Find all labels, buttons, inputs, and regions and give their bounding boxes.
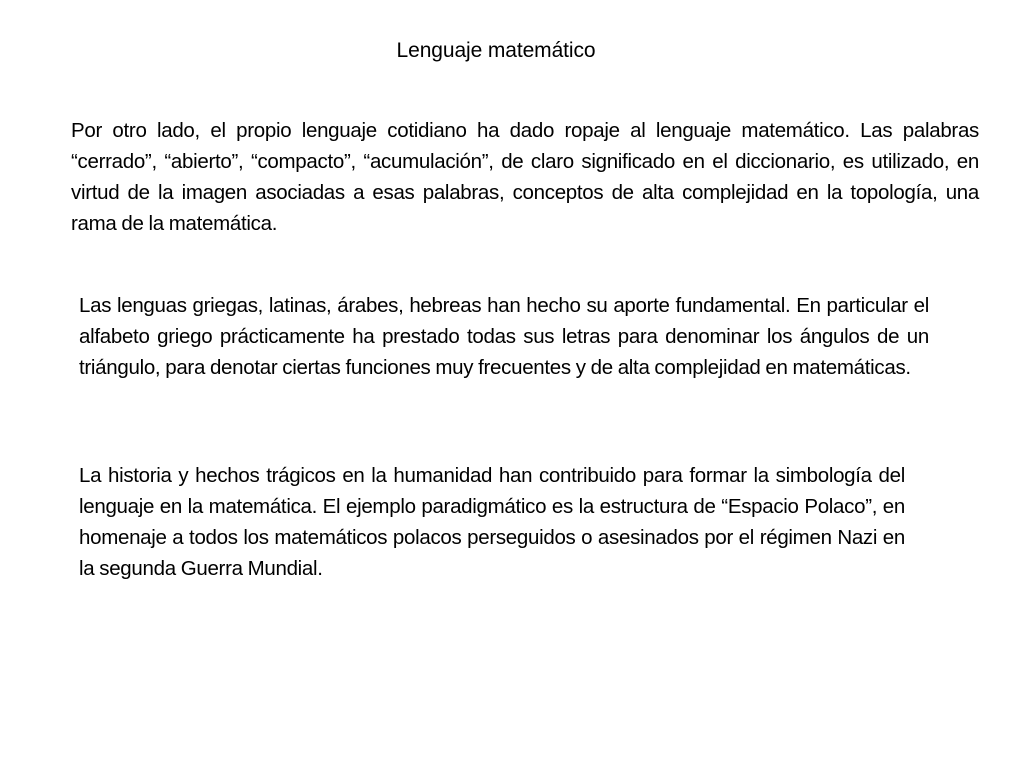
- slide-title: Lenguaje matemático: [396, 39, 596, 62]
- paragraph-topology: Por otro lado, el propio lenguaje cotidiano ha dado ropaje al lenguaje matemático. Las palabras “cerrado”, “abierto”, “compacto”, “acumulación”, de claro significado en el diccionario, es utilizado, en virtud de la imagen asociadas a esas palabras, conceptos de alta complejidad en la topología, una rama de la matemática.: [71, 119, 979, 235]
- paragraph-history: La historia y hechos trágicos en la humanidad han contribuido para formar la simbología del lenguaje en la matemática. El ejemplo paradigmático es la estructura de “Espacio Polaco”, en homenaje a todos los matemáticos polacos perseguidos o asesinados por el régimen Nazi en la segunda Guerra Mundial.: [79, 464, 905, 580]
- paragraph-languages: Las lenguas griegas, latinas, árabes, hebreas han hecho su aporte fundamental. En particular el alfabeto griego prácticamente ha prestado todas sus letras para denominar los ángulos de un triángulo, para denotar ciertas funciones muy frecuentes y de alta complejidad en matemáticas.: [79, 294, 929, 379]
